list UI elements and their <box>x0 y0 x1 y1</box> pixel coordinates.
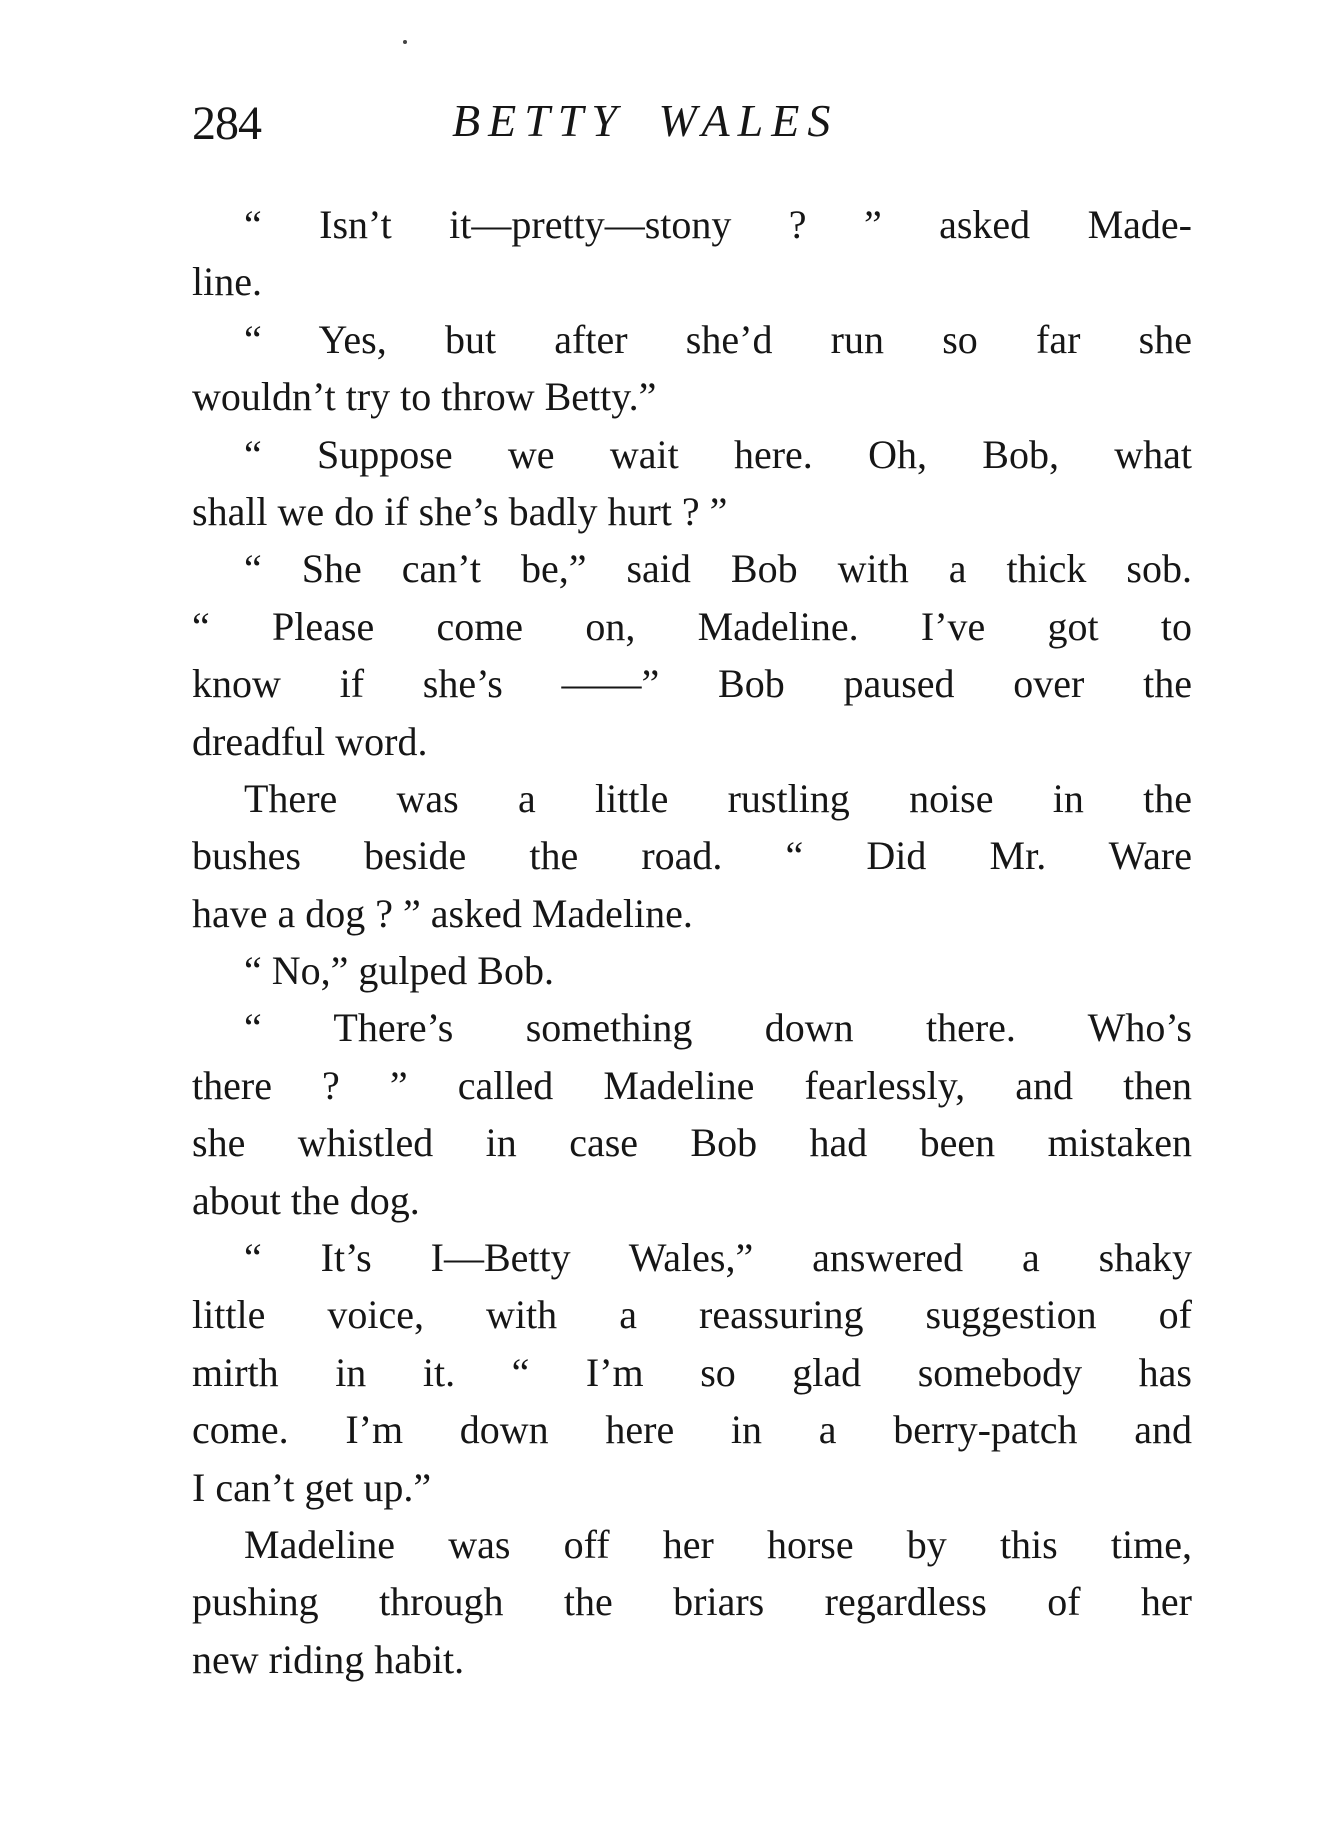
text-line: Madeline was off her horse by this time, <box>244 1521 1192 1567</box>
text-line: mirth in it. “ I’m so glad somebody has <box>192 1349 1192 1395</box>
text-line: she whistled in case Bob had been mistaken <box>192 1120 1192 1166</box>
print-speck <box>403 40 407 44</box>
page-number: 284 <box>192 97 261 150</box>
text-line: There was a little rustling noise in the <box>244 775 1192 821</box>
text-line: “ No,” gulped Bob. <box>244 948 554 994</box>
text-line: “ Suppose we wait here. Oh, Bob, what <box>244 431 1192 477</box>
text-line: come. I’m down here in a berry-patch and <box>192 1407 1192 1453</box>
text-line: I can’t get up.” <box>192 1464 432 1510</box>
text-line: there ? ” called Madeline fearlessly, and then <box>192 1062 1192 1108</box>
text-line: “ It’s I—Betty Wales,” answered a shaky <box>244 1235 1192 1281</box>
text-line: pushing through the briars regardless of her <box>192 1579 1192 1625</box>
text-line: little voice, with a reassuring suggestion of <box>192 1292 1192 1338</box>
text-line: line. <box>192 259 262 305</box>
text-line: “ Isn’t it—pretty—stony ? ” asked Made- <box>244 202 1192 247</box>
text-line: shall we do if she’s badly hurt ? ” <box>192 488 728 534</box>
text-line: have a dog ? ” asked Madeline. <box>192 890 693 936</box>
text-line: “ Please come on, Madeline. I’ve got to <box>192 603 1192 649</box>
page-header <box>192 92 972 162</box>
text-line: wouldn’t try to throw Betty.” <box>192 374 657 420</box>
text-line: “ She can’t be,” said Bob with a thick sob. <box>244 546 1192 592</box>
running-title: BETTY WALES <box>452 95 839 146</box>
text-line: new riding habit. <box>192 1636 465 1682</box>
text-line: “ There’s something down there. Who’s <box>244 1005 1192 1051</box>
text-line: dreadful word. <box>192 718 428 764</box>
text-line: bushes beside the road. “ Did Mr. Ware <box>192 833 1192 879</box>
body-text <box>192 196 1192 1688</box>
text-line: “ Yes, but after she’d run so far she <box>244 316 1192 362</box>
text-line: know if she’s ——” Bob paused over the <box>192 661 1192 707</box>
text-line: about the dog. <box>192 1177 420 1223</box>
